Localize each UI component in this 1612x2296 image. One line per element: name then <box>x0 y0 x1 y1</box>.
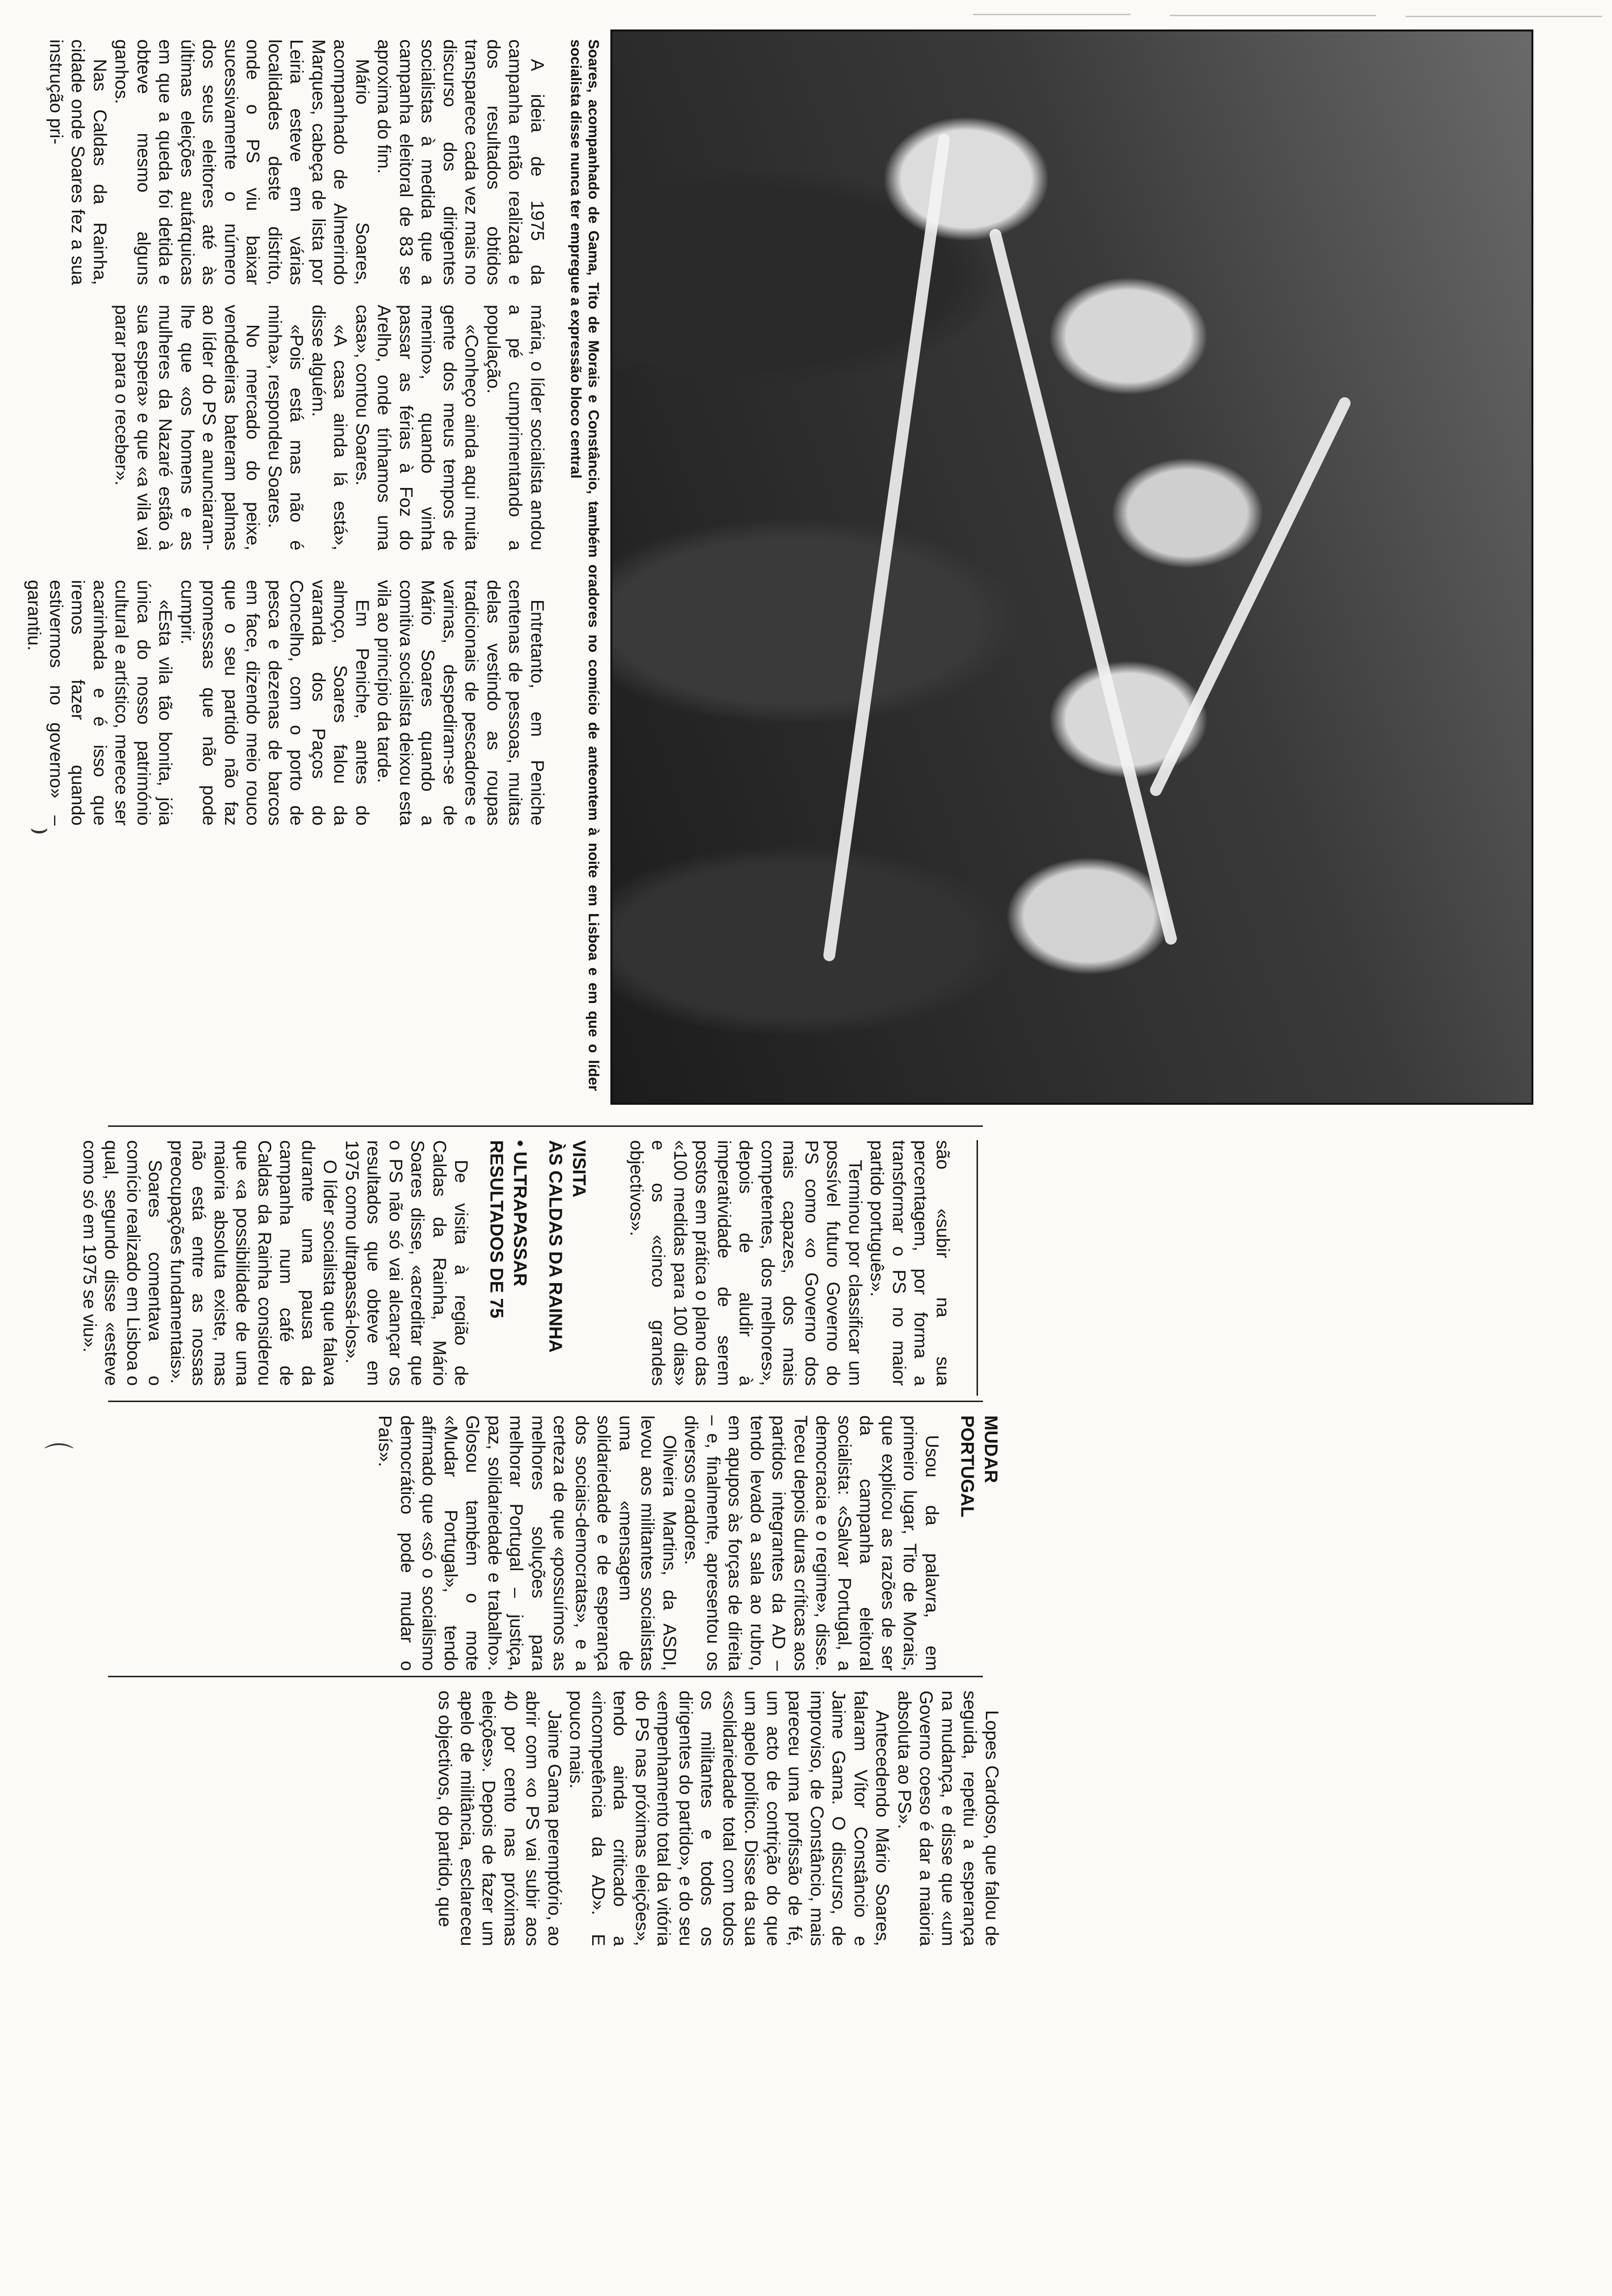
heading-line: MUDAR <box>981 1415 1001 1483</box>
photo-streamer <box>988 228 1178 946</box>
photo-streamer <box>1148 395 1353 798</box>
section-heading <box>955 1415 1003 1671</box>
paragraph: são «subir na sua percentagem, por forma a transformar o PS no maior partido português». <box>867 1140 953 1386</box>
newspaper-clipping <box>24 29 1533 2192</box>
text-column <box>79 1140 954 1386</box>
scan-rule <box>1170 15 1376 16</box>
paragraph: «Conheço ainda aqui muita gente dos meus tempos de menino», quando vinha passar as férias à Foz do Arelho, onde tínhamos uma casa», contou Soares. <box>352 305 482 550</box>
paragraph: «Pois está mas não é minha», respondeu Soares. <box>265 305 307 550</box>
paragraph: Entretanto, em Peniche centenas de pessoas, muitas delas vestindo as roupas tradicionais de pescadores e varinas, despediram-se de Mário Soares quando a comitiva socialista deixou esta vila ao princípio da tarde. <box>374 580 547 826</box>
paragraph: «Esta vila tão bonita, jóia única do nosso património cultural e artístico, merece ser acarinhada e é isso que iremos fazer quando estivermos no governo» – garantiu. <box>24 580 176 826</box>
text-column <box>374 1415 1003 1671</box>
paragraph: Usou da palavra, em primeiro lugar, Tito de Morais, que explicou as razões de ser da campanha eleitoral socialista: «Salvar Portugal, a democracia e o regime», disse. Teceu depois duras críticas aos partidos integrantes da AD – tendo levado a sala ao rubro, em apupos às forças de direita – e, finalmente, apresentou os diversos oradores. <box>681 1415 942 1671</box>
section-heading <box>485 1140 591 1386</box>
paragraph: Oliveira Martins, da ASDI, levou aos militantes socialistas uma «mensagem de solidariedade e de esperança dos sociais-democratas», e a certeza de que «possuímos as melhores soluções para melhorar Portugal – justiça, paz, solidariedade e trabalho». Glosou também o mote «Mudar Portugal», tendo afirmado que «só o socialismo democrático pode mudar o País». <box>375 1415 680 1671</box>
paragraph: A ideia de 1975 da campanha então realizada e dos resultados obtidos transparece cada vez mais no discurso dos dirigentes socialistas à medida que a campanha eleitoral de 83 se aproxima do fim. <box>374 39 547 285</box>
text-column <box>434 1691 1003 1946</box>
paragraph: Antecedendo Mário Soares, falaram Vítor Constâncio e Jaime Gama. O discurso, de improviso, de Constâncio, mais pareceu uma profissão de fé, um acto de contrição do que um apelo político. Disse da sua «solidariedade total com todos os militantes e todos os dirigentes do partido», e do seu «empenhamento total da vitória do PS nas próximas eleições», tendo ainda criticado a «incompetência da AD». E pouco mais. <box>566 1691 893 1946</box>
paragraph: Nas Caldas da Rainha, cidade onde Soares fez a sua instrução pri- <box>46 39 110 285</box>
text-column <box>45 39 548 285</box>
paragraph: Jaime Gama peremptório, ao abrir com «o PS vai subir aos 40 por cento nas próximas eleições». Depois de fazer um apelo de militância, esclareceu os objectivos, do partido, que <box>435 1691 565 1946</box>
paragraph: No mercado do peixe, vendedeiras bateram palmas ao líder do PS e anunciaram-lhe que «os homens e as mulheres da Nazaré estão à sua espera» e que «a vila vai parar para o receber». <box>112 305 263 550</box>
news-photo <box>610 29 1533 1105</box>
heading-line: • ULTRAPASSAR <box>510 1140 531 1287</box>
paragraph: Em Peniche, antes do almoço, Soares falou da varanda dos Paços do Concelho, com o porto de pesca e dezenas de barcos em face, dizendo meio rouco que o seu partido não faz promessas que não pode cumprir. <box>177 580 373 826</box>
scan-rule <box>1406 16 1602 17</box>
paragraph: mária, o líder socialista andou a pé cumprimentando a população. <box>484 305 547 550</box>
paragraph: Lopes Cardoso, que falou de seguida, repetiu a esperança na mudança, e disse que «um Governo coeso é dar a maioria absoluta ao PS». <box>894 1691 1002 1946</box>
paragraph: Mário Soares, acompanhado de Almerindo Marques, cabeça de lista por Leiria esteve em várias localidades deste distrito, onde o PS viu baixar sucessivamente o número dos seus eleitores até às últimas eleições autárquicas em que a queda foi detida e obteve mesmo alguns ganhos. <box>112 39 373 285</box>
text-column <box>23 580 548 826</box>
column-divider <box>108 1676 983 1677</box>
text-column <box>111 305 548 550</box>
photo-caption: Soares, acompanhado de Gama, Tito de Morais e Constâncio, também oradores no comício de anteontem à noite em Lisboa e em que o líder socialista disse nunca ter empregue a expressão bloco central <box>568 39 602 1091</box>
heading-line: VISITA <box>569 1140 590 1198</box>
column-divider <box>108 1125 983 1127</box>
heading-line: ÀS CALDAS DA RAINHA <box>546 1140 566 1353</box>
margin-mark: ⌣ <box>29 811 49 844</box>
paragraph: Terminou por classificar um possível futuro Governo do PS como «o Governo dos mais capazes, dos mais competentes, dos melhores», depois de aludir à imperatividade de serem postos em prática o plano das «100 medidas para 100 dias» e os «cinco grandes objectivos». <box>627 1140 865 1386</box>
photo-streamer <box>823 133 950 962</box>
paragraph: O líder socialista que falava durante uma pausa da campanha num café de Caldas da Rainha considerou que «a possibilidade de uma maioria absoluta existe, mas não está entre as nossas preocupações fundamentais». <box>167 1140 341 1386</box>
paragraph: «A casa ainda lá está», disse alguém. <box>309 305 351 550</box>
margin-mark: ⌒ <box>44 1442 74 1475</box>
heading-line: PORTUGAL <box>957 1415 978 1518</box>
paragraph: De visita à região de Caldas da Rainha, Mário Soares disse, «acreditar que o PS não só vai alcançar os resultados que obteve em 1975 como ultrapassá-los». <box>342 1140 472 1386</box>
heading-line: RESULTADOS DE 75 <box>487 1140 507 1319</box>
rule-line <box>977 1140 978 1396</box>
scan-rule <box>973 14 1130 15</box>
paragraph: Soares comentava o comício realizado em Lisboa o qual, segundo disse «esteve como só em 1975 se viu». <box>80 1140 166 1386</box>
column-divider <box>108 1401 983 1402</box>
